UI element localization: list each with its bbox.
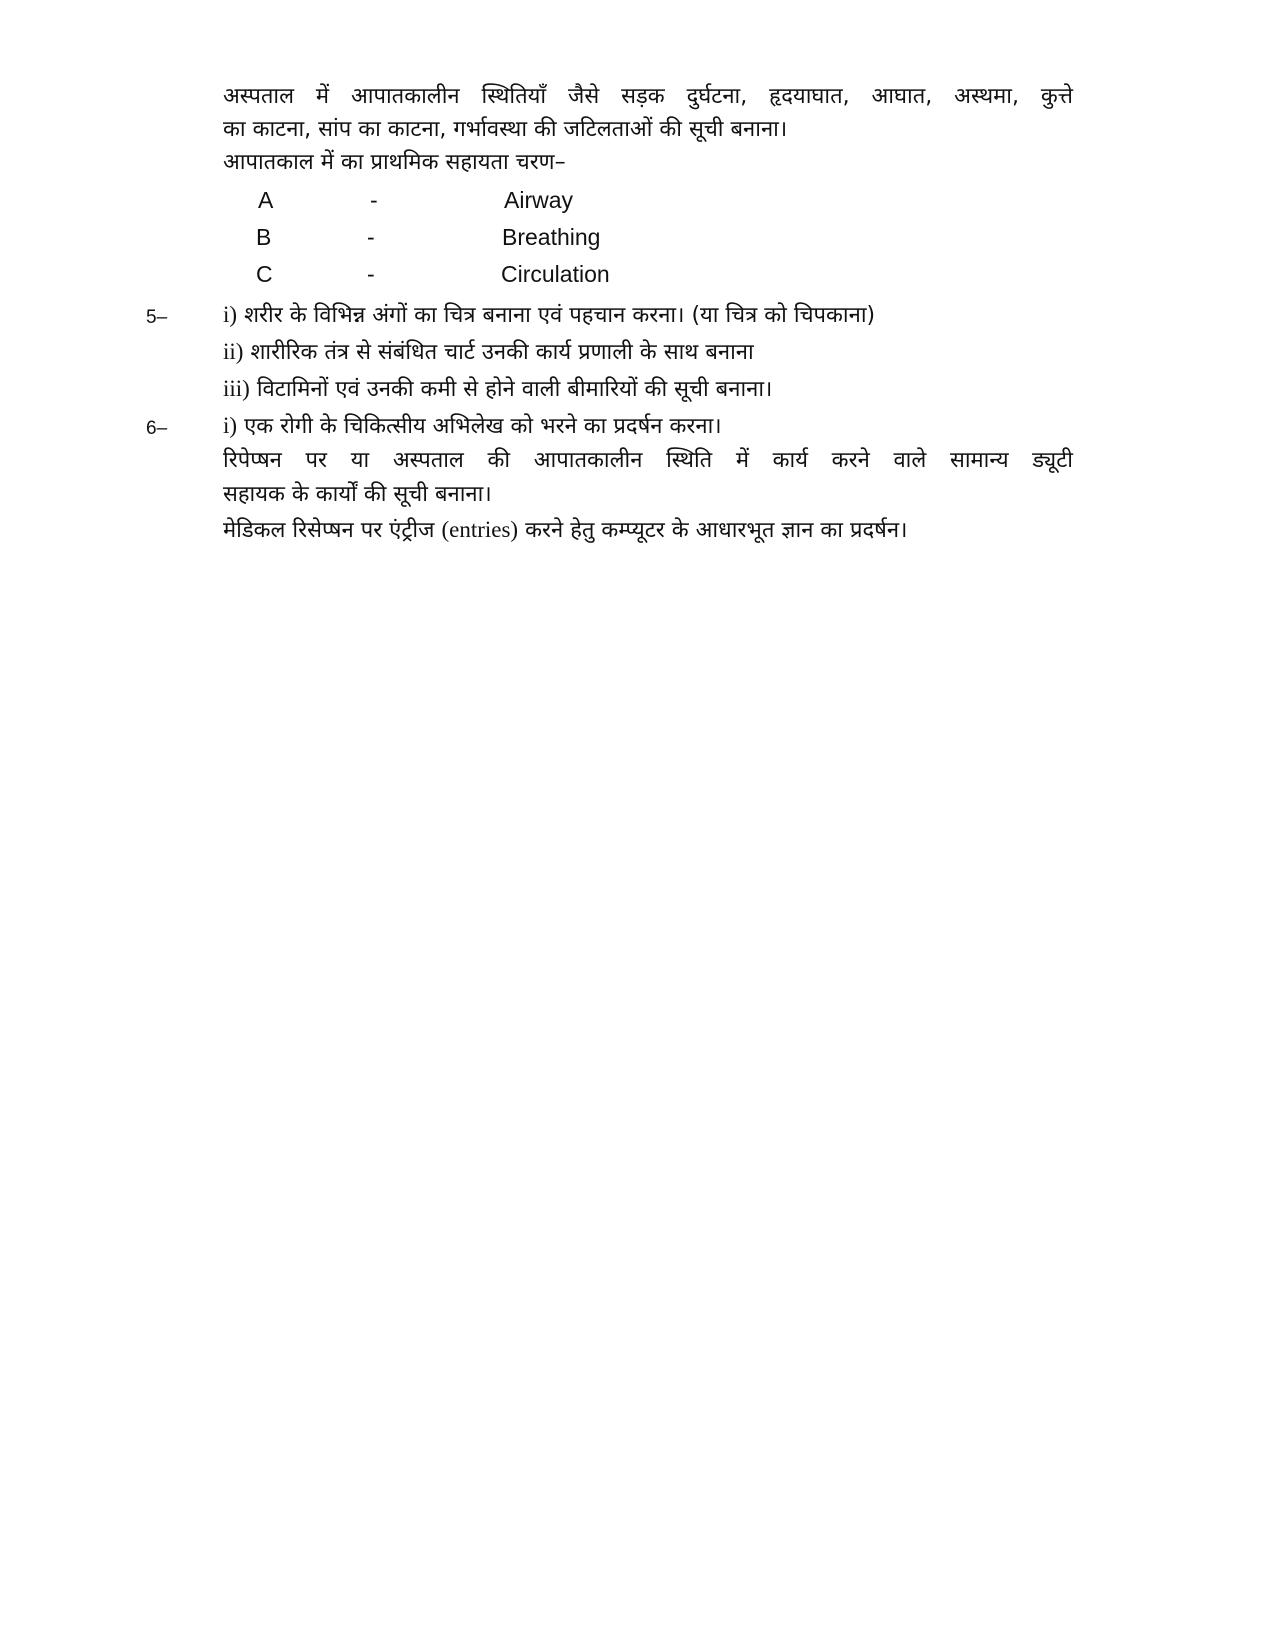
- abc-letter-a: A: [258, 187, 274, 213]
- item-text: विटामिनों एवं उनकी कमी से होने वाली बीमारियों की सूची बनाना।: [256, 377, 773, 402]
- abc-term-airway: Airway: [504, 187, 574, 213]
- section6-para-line-1: रिपेप्षन पर या अस्पताल की आपातकालीन स्थिति में कार्य करने वाले सामान्य ड्यूटी: [223, 448, 1073, 473]
- item-text: शारीरिक तंत्र से संबंधित चार्ट उनकी कार्य प्रणाली के साथ बनाना: [250, 340, 754, 365]
- abc-term-breathing: Breathing: [502, 224, 601, 250]
- roman-numeral: ii): [223, 339, 244, 364]
- roman-numeral: iii): [223, 376, 250, 401]
- abc-letter-b: B: [256, 224, 272, 250]
- abc-dash-b: -: [367, 224, 375, 250]
- roman-numeral: i): [223, 413, 238, 438]
- section5-item-1: [223, 300, 875, 331]
- item-text: शरीर के विभिन्न अंगों का चित्र बनाना एवं पहचान करना। (या चित्र को चिपकाना): [244, 303, 876, 328]
- abc-term-circulation: Circulation: [501, 261, 610, 287]
- abc-letter-c: C: [256, 261, 273, 287]
- section5-item-2: [223, 337, 754, 368]
- intro-line-1: अस्पताल में आपातकालीन स्थितियाँ जैसे सड़क दुर्घटना, हृदयाघात, आघात, अस्थमा, कुत्ते: [223, 84, 1073, 109]
- section6-item-1: [223, 411, 722, 442]
- last-line-pre: मेडिकल रिसेप्षन पर एंट्रीज: [223, 518, 435, 543]
- section5-item-3: [223, 374, 772, 405]
- intro-line-3: आपातकाल में का प्राथमिक सहायता चरण–: [223, 150, 566, 175]
- section-number-5: 5–: [146, 307, 168, 328]
- section6-para-line-2: सहायक के कार्यों की सूची बनाना।: [223, 482, 492, 507]
- item-text: एक रोगी के चिकित्सीय अभिलेख को भरने का प्रदर्षन करना।: [244, 414, 722, 439]
- last-line-english: (entries): [441, 517, 519, 542]
- intro-line-2: का काटना, सांप का काटना, गर्भावस्था की जटिलताओं की सूची बनाना।: [223, 117, 788, 142]
- section-number-6: 6–: [146, 418, 168, 439]
- abc-dash-c: -: [367, 261, 375, 287]
- abc-dash-a: -: [370, 187, 378, 213]
- last-line-post: करने हेतु कम्प्यूटर के आधारभूत ज्ञान का प्रदर्षन।: [525, 518, 908, 543]
- roman-numeral: i): [223, 302, 238, 327]
- section6-last-line: [223, 515, 907, 546]
